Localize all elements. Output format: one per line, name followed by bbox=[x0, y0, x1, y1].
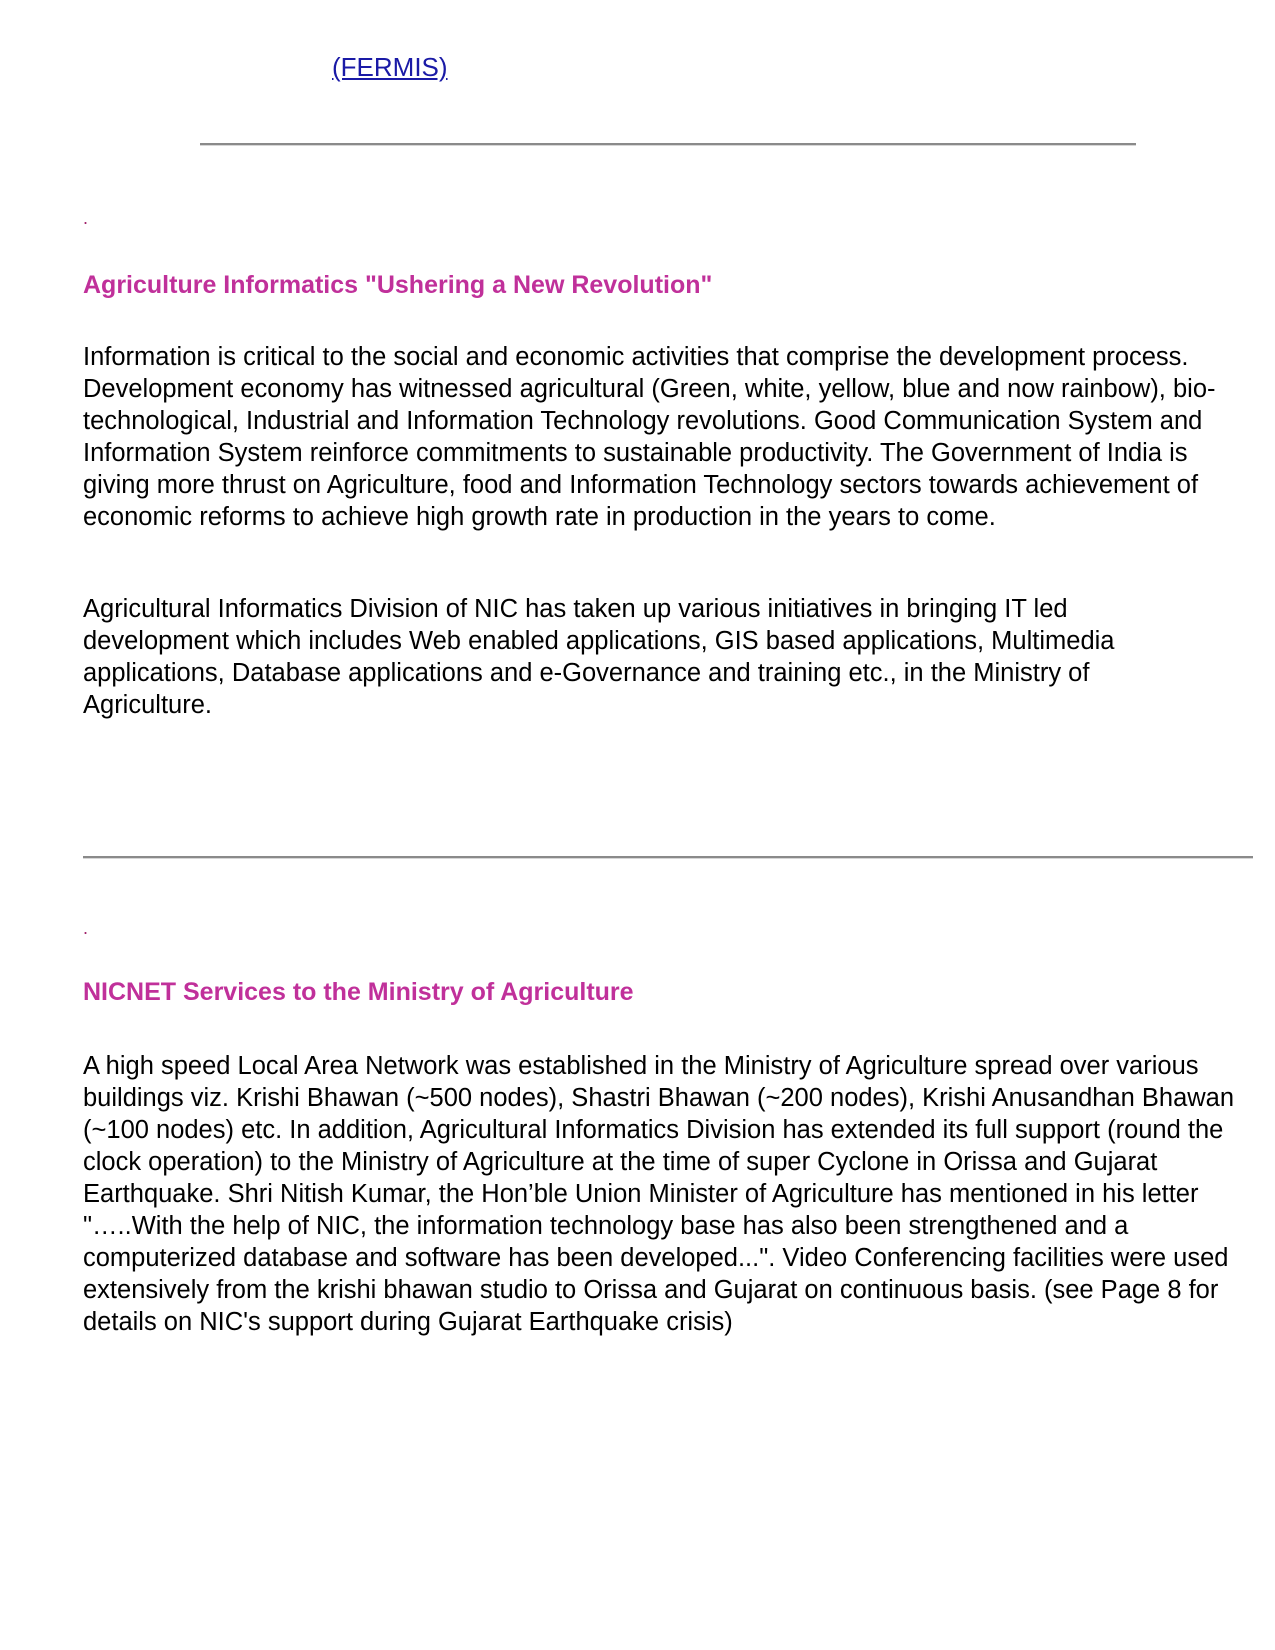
section1-paragraph-1: Information is critical to the social and economic activities that comprise the development process. Development economy has witnessed agricultural (Green, white, yellow, blue and now rainbow), bio-technological, Industrial and Information Technology revolutions. Good Communication System and Information System reinforce commitments to sustainable productivity. The Government of India is giving more thrust on Agriculture, food and Information Technology sectors towards achievement of economic reforms to achieve high growth rate in production in the years to come. bbox=[83, 343, 1216, 531]
middle-divider bbox=[83, 856, 1253, 859]
fermis-link[interactable]: (FERMIS) bbox=[332, 52, 448, 82]
section1-marker: . bbox=[83, 208, 89, 228]
section2-marker: . bbox=[83, 918, 89, 938]
top-divider bbox=[200, 143, 1136, 146]
section1-paragraph-2: Agricultural Informatics Division of NIC has taken up various initiatives in bringing IT led development which includes Web enabled applications, GIS based applications, Multimedia applications, Database applications and e-Governance and training etc., in the Ministry of Agriculture. bbox=[83, 595, 1115, 719]
section1-title: Agriculture Informatics "Ushering a New Revolution" bbox=[83, 271, 713, 299]
section2-paragraph-1: A high speed Local Area Network was established in the Ministry of Agriculture spread over various buildings viz. Krishi Bhawan (~500 nodes), Shastri Bhawan (~200 nodes), Krishi Anusandhan Bhawan (~100 nodes) etc. In addition, Agricultural Informatics Division has extended its full support (round the clock operation) to the Ministry of Agriculture at the time of super Cyclone in Orissa and Gujarat Earthquake. Shri Nitish Kumar, the Hon’ble Union Minister of Agriculture has mentioned in his letter "…..With the help of NIC, the information technology base has also been strengthened and a computerized database and software has been developed...". Video Conferencing facilities were used extensively from the krishi bhawan studio to Orissa and Gujarat on continuous basis. (see Page 8 for details on NIC's support during Gujarat Earthquake crisis) bbox=[83, 1052, 1235, 1336]
section2-title: NICNET Services to the Ministry of Agriculture bbox=[83, 978, 634, 1006]
